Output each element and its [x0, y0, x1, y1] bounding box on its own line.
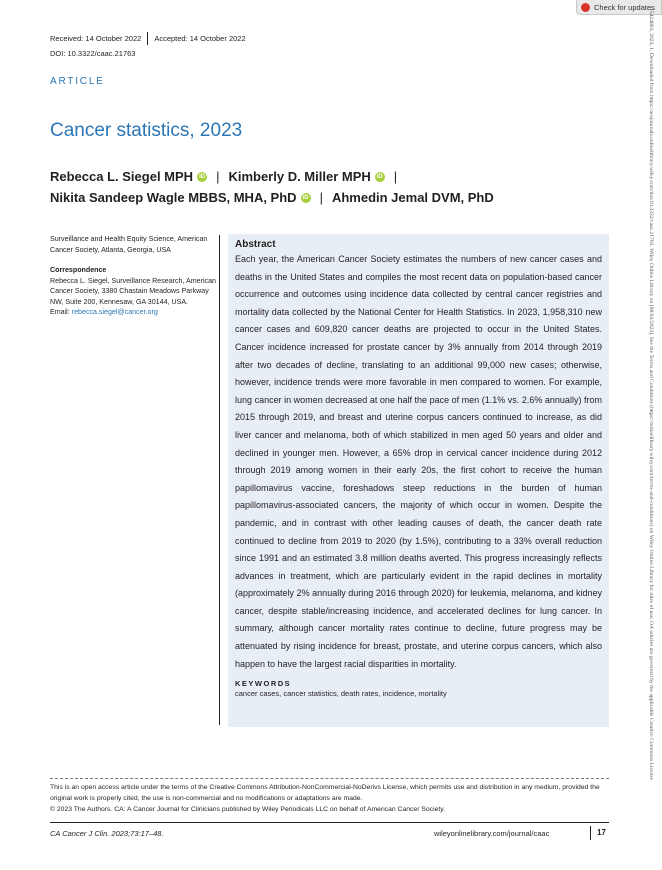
check-for-updates-label: Check for updates — [594, 2, 655, 12]
email-label: Email: — [50, 308, 70, 316]
journal-citation: CA Cancer J Clin. 2023;73:17–48. — [50, 829, 164, 838]
affiliation-column — [50, 234, 218, 318]
copyright-text: © 2023 The Authors. CA: A Cancer Journal for Clinicians published by Wiley Periodicals LLC on behalf of American Cancer Society. — [50, 805, 446, 813]
author-name[interactable]: Ahmedin Jemal DVM, PhD — [331, 190, 494, 205]
author-separator: | — [393, 169, 398, 184]
page-number: 17 — [597, 828, 606, 837]
author-name[interactable]: Rebecca L. Siegel MPH — [50, 169, 194, 184]
correspondence-heading: Correspondence — [50, 266, 107, 274]
author-separator: | — [319, 190, 323, 205]
license-text: This is an open access article under the terms of the Creative Commons Attribution-NonCommercial-NoDerivs License, which permits use and distribution in any medium, provided the original work is properly cited, the use is non-commercial and no modifications or adaptations are made. — [50, 784, 600, 802]
affiliation: Surveillance and Health Equity Science, American Cancer Society, Atlanta, Georgia, USA — [50, 235, 208, 254]
received-date: Received: 14 October 2022 — [50, 34, 142, 43]
email-link[interactable]: rebecca.siegel@cancer.org — [71, 308, 158, 316]
orcid-icon[interactable]: iD — [302, 194, 309, 201]
correspondence-email — [50, 307, 218, 318]
column-divider — [219, 235, 220, 725]
doi: DOI: 10.3322/caac.21763 — [50, 49, 136, 58]
abstract-heading: Abstract — [235, 239, 276, 250]
footer-rule — [50, 822, 609, 823]
footer-dashed-divider — [50, 778, 609, 779]
keywords-heading: KEYWORDS — [235, 679, 292, 689]
date-divider — [147, 32, 148, 45]
journal-url-link[interactable]: wileyonlinelibrary.com/journal/caac — [434, 829, 550, 838]
author-name[interactable]: Nikita Sandeep Wagle MBBS, MHA, PhD — [50, 190, 297, 205]
article-type-label: ARTICLE — [50, 76, 105, 87]
article-dates — [50, 32, 246, 45]
author-separator: | — [216, 169, 220, 184]
orcid-icon[interactable]: iD — [376, 173, 383, 180]
author-name[interactable]: Kimberly D. Miller MPH — [228, 169, 371, 184]
author-line-2 — [50, 190, 610, 205]
author-line-1 — [50, 169, 610, 184]
update-badge-icon — [581, 3, 590, 12]
download-info-strip: 15424863, 2023, 1, Downloaded from https://acsjournals.onlinelibrary.wiley.com/doi/10.3322/caac.21763, Wiley Online Library on [08/03/2023]. See the Terms and Conditions (https://onlinelibrary.wiley.com/terms-and-conditions) on Wiley Online Library for rules of use; OA articles are governed by the applicable Creative Commons License — [648, 8, 654, 780]
footer-divider — [590, 826, 591, 840]
abstract-text: Each year, the American Cancer Society estimates the numbers of new cancer cases and deaths in the United States and compiles the most recent data on population-based cancer occurrence and outcomes using incidence data collected by central cancer registries and mortality data collected by the National Center for Health Statistics. In 2023, 1,958,310 new cancer cases and 609,820 cancer deaths are projected to occur in the United States. Cancer incidence increased for prostate cancer by 3% annually from 2014 through 2019 after two decades of decline, translating to an additional 99,000 new cases; otherwise, however, incidence trends were more favorable in men compared to women. For example, lung cancer in women decreased at one half the pace of men (1.1% vs. 2.6% annually) from 2015 through 2019, and breast and uterine corpus cancers continued to increase, as did liver cancer and melanoma, both of which stabilized in men aged 50 years and older and declined in younger men. However, a 65% drop in cervical cancer incidence during 2012 through 2019 among women in their early 20s, the first cohort to receive the human papillomavirus vaccine, foreshadows steep reductions in the burden of human papillomavirus-associated cancers, the majority of which occur in women. Despite the pandemic, and in contrast with other leading causes of death, the cancer death rate continued to decline from 2019 to 2020 (by 1.5%), contributing to a 33% overall reduction since 1991 and an estimated 3.8 million deaths averted. This progress increasingly reflects advances in treatment, which are particularly evident in the rapid declines in mortality (approximately 2% annually during 2016 through 2020) for leukemia, melanoma, and kidney cancer, despite stable/increasing incidence, and accelerated declines for lung cancer. In summary, although cancer mortality rates continue to decline, future progress may be attenuated by rising incidence for breast, prostate, and uterine corpus cancers, which also happen to have the largest racial disparities in mortality. — [235, 254, 602, 669]
article-title: Cancer statistics, 2023 — [50, 120, 243, 141]
abstract-box — [228, 234, 609, 727]
keywords-list: cancer cases, cancer statistics, death rates, incidence, mortality — [235, 689, 447, 699]
orcid-icon[interactable]: iD — [199, 173, 206, 180]
accepted-date: Accepted: 14 October 2022 — [154, 34, 246, 43]
license-notice — [50, 783, 610, 815]
correspondence-address: Rebecca L. Siegel, Surveillance Research, American Cancer Society, 3380 Chastain Meadows Parkway NW, Suite 200, Kennesaw, GA 30144, USA. — [50, 276, 216, 306]
